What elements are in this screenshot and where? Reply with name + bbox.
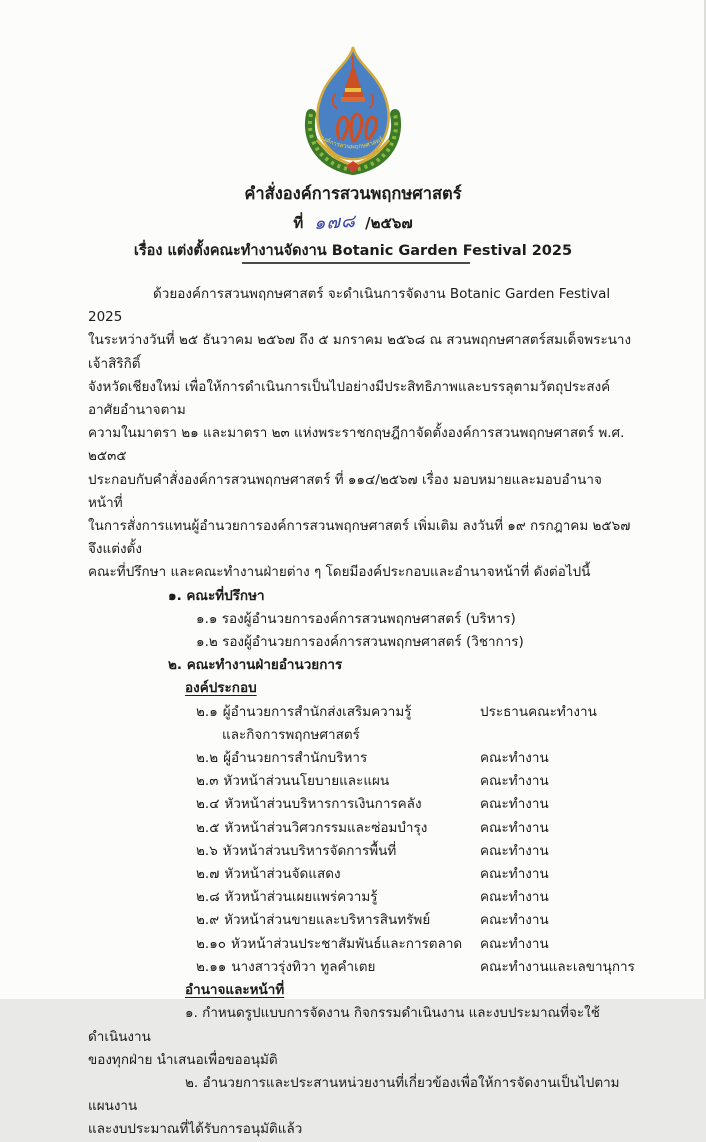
- preamble-line: ในระหว่างวันที่ ๒๕ ธันวาคม ๒๕๖๗ ถึง ๕ มกราคม ๒๕๖๘ ณ สวนพฤกษศาสตร์สมเด็จพระนางเจ้าสิริกิติ์: [88, 332, 632, 372]
- member-row: [88, 956, 633, 979]
- doc-number-prefix: ที่: [293, 213, 304, 232]
- duty-line: และงบประมาณที่ได้รับการอนุมัติแล้ว: [88, 1121, 303, 1138]
- header-divider: [242, 262, 470, 264]
- preamble-line: จังหวัดเชียงใหม่ เพื่อให้การดำเนินการเป็นไปอย่างมีประสิทธิภาพและบรรลุตามวัตถุประสงค์ อาศัยอำนาจตาม: [88, 378, 611, 419]
- member-row: [88, 909, 633, 932]
- member-number: ๒.๗: [196, 866, 220, 883]
- member-row: [88, 840, 633, 863]
- advisor-number: ๑.๒: [196, 634, 218, 651]
- member-row: [88, 770, 633, 793]
- document-header: [0, 182, 706, 262]
- advisor-title: รองผู้อำนวยการองค์การสวนพฤกษศาสตร์ (บริหาร): [221, 610, 516, 627]
- member-title: หัวหน้าส่วนเผยแพร่ความรู้: [224, 889, 378, 906]
- doc-number-handwritten: ๑๗๘: [313, 210, 357, 235]
- member-row: [88, 886, 633, 909]
- duty-line: ของทุกฝ่าย นำเสนอเพื่อขออนุมัติ: [88, 1051, 278, 1068]
- composition-heading: องค์ประกอบ: [185, 680, 257, 697]
- member-row: [88, 701, 633, 724]
- member-title: ผู้อำนวยการสำนักส่งเสริมความรู้: [222, 703, 412, 720]
- preamble-line: คณะที่ปรึกษา และคณะทำงานฝ่ายต่าง ๆ โดยมีองค์ประกอบและอำนาจหน้าที่ ดังต่อไปนี้: [88, 564, 591, 581]
- member-title: หัวหน้าส่วนจัดแสดง: [224, 866, 341, 883]
- document-body: [88, 283, 633, 1142]
- member-number: ๒.๖: [196, 842, 218, 859]
- member-title: หัวหน้าส่วนนโยบายและแผน: [223, 773, 390, 790]
- preamble-line: ในการสั่งการแทนผู้อำนวยการองค์การสวนพฤกษศาสตร์ เพิ่มเติม ลงวันที่ ๑๙ กรกฎาคม ๒๕๖๗ จึงแต่งตั้ง: [88, 518, 631, 558]
- member-number: ๒.๕: [196, 819, 220, 836]
- preamble-line: ความในมาตรา ๒๑ และมาตรา ๒๓ แห่งพระราชกฤษฎีกาจัดตั้งองค์การสวนพฤกษศาสตร์ พ.ศ. ๒๕๓๕: [88, 425, 625, 465]
- member-title: หัวหน้าส่วนขายและบริหารสินทรัพย์: [224, 912, 431, 929]
- member-number: ๒.๑๑: [196, 958, 227, 975]
- doc-number: [0, 210, 706, 236]
- member-title: นางสาวรุ่งทิวา ทูลคำเตย: [231, 958, 376, 975]
- preamble-line: ด้วยองค์การสวนพฤกษศาสตร์ จะดำเนินการจัดงาน Botanic Garden Festival 2025: [88, 286, 611, 326]
- member-number: ๒.๓: [196, 773, 219, 790]
- doc-number-suffix: /๒๕๖๗: [365, 213, 413, 232]
- duty-line: ๑. กำหนดรูปแบบการจัดงาน กิจกรรมดำเนินงาน และงบประมาณที่จะใช้ดำเนินงาน: [88, 1005, 600, 1045]
- member-number: ๒.๘: [196, 889, 220, 906]
- advisor-item: [88, 608, 633, 631]
- member-role: คณะทำงาน: [480, 866, 549, 883]
- member-row: [88, 933, 633, 956]
- duties-heading: อำนาจและหน้าที่: [185, 982, 285, 999]
- doc-title: คำสั่งองค์การสวนพฤกษศาสตร์: [244, 184, 462, 203]
- member-row: [88, 863, 633, 886]
- section-advisory-heading: ๑. คณะที่ปรึกษา: [168, 587, 265, 604]
- section-committee-heading: ๒. คณะทำงานฝ่ายอำนวยการ: [168, 657, 343, 674]
- member-number: ๒.๑: [196, 703, 218, 720]
- member-number: ๒.๒: [196, 750, 219, 767]
- member-row: [88, 747, 633, 770]
- advisor-item: [88, 631, 633, 654]
- preamble-line: ประกอบกับคำสั่งองค์การสวนพฤกษศาสตร์ ที่ ๑๑๔/๒๕๖๗ เรื่อง มอบหมายและมอบอำนาจหน้าที่: [88, 471, 602, 511]
- member-role: คณะทำงาน: [480, 935, 549, 952]
- member-number: ๒.๙: [196, 912, 220, 929]
- member-role: คณะทำงาน: [480, 773, 549, 790]
- doc-subject: เรื่อง แต่งตั้งคณะทำงานจัดงาน Botanic Garden Festival 2025: [133, 243, 573, 260]
- emblem-org-name: องค์การสวนพฤกษศาสตร์: [318, 134, 385, 151]
- member-row: [88, 793, 633, 816]
- member-title: ผู้อำนวยการสำนักบริหาร: [223, 750, 368, 767]
- member-role: คณะทำงาน: [480, 889, 549, 906]
- member-title: หัวหน้าส่วนบริหารจัดการพื้นที่: [222, 842, 397, 859]
- member-title-continuation: และกิจการพฤกษศาสตร์: [222, 726, 360, 743]
- member-role: คณะทำงาน: [480, 912, 549, 929]
- member-role: คณะทำงาน: [480, 750, 549, 767]
- org-emblem: [297, 44, 409, 176]
- member-role: ประธานคณะทำงาน: [480, 703, 597, 720]
- duty-line: ๒. อำนวยการและประสานหน่วยงานที่เกี่ยวข้องเพื่อให้การจัดงานเป็นไปตามแผนงาน: [88, 1074, 620, 1115]
- member-role: คณะทำงานและเลขานุการ: [480, 958, 635, 975]
- member-role: คณะทำงาน: [480, 842, 549, 859]
- advisor-number: ๑.๑: [196, 610, 218, 627]
- member-title: หัวหน้าส่วนวิศวกรรมและซ่อมบำรุง: [224, 819, 428, 836]
- advisor-title: รองผู้อำนวยการองค์การสวนพฤกษศาสตร์ (วิชาการ): [222, 634, 524, 651]
- member-title: หัวหน้าส่วนบริหารการเงินการคลัง: [224, 796, 422, 813]
- member-number: ๒.๔: [196, 796, 220, 813]
- member-number: ๒.๑๐: [196, 935, 226, 952]
- member-row: [88, 817, 633, 840]
- member-role: คณะทำงาน: [480, 819, 549, 836]
- member-title: หัวหน้าส่วนประชาสัมพันธ์และการตลาด: [231, 935, 463, 952]
- member-role: คณะทำงาน: [480, 796, 549, 813]
